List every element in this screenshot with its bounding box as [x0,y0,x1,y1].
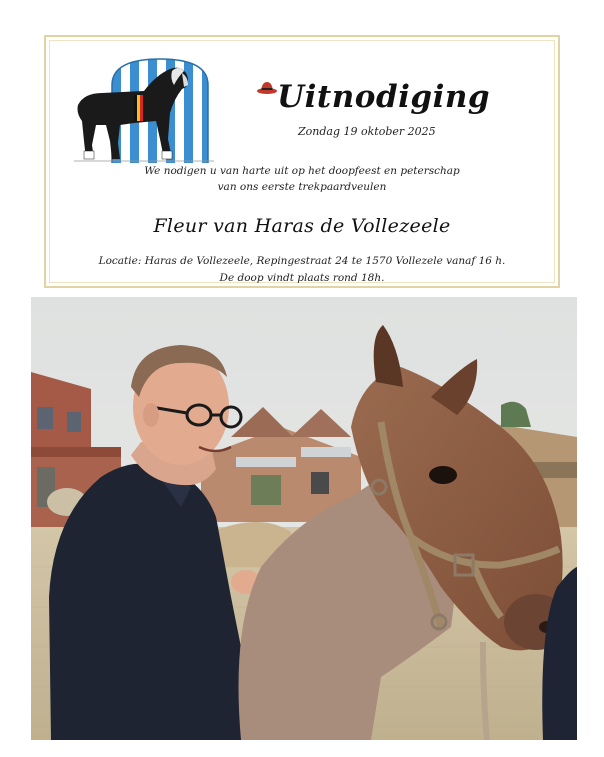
draft-horse-logo-icon [74,55,219,165]
invite-line-2: van ons eerste trekpaardveulen [217,181,387,193]
red-hat-icon [256,79,278,95]
foal-name: Fleur van Haras de Vollezeele [153,215,451,237]
invitation-card [44,35,560,288]
location-block [46,253,558,287]
event-date: Zondag 19 oktober 2025 [298,125,436,138]
photo-man-with-foal [31,297,577,740]
title-block [256,79,546,115]
invitation-text [46,163,558,195]
baptism-time-line: De doop vindt plaats rond 18h. [219,272,385,284]
invite-line-1: We nodigen u van harte uit op het doopfeest en peterschap [144,165,460,177]
invitation-title: Uitnodiging [277,79,491,115]
location-line: Locatie: Haras de Vollezeele, Repingestraat 24 te 1570 Vollezele vanaf 16 h. [98,255,506,267]
